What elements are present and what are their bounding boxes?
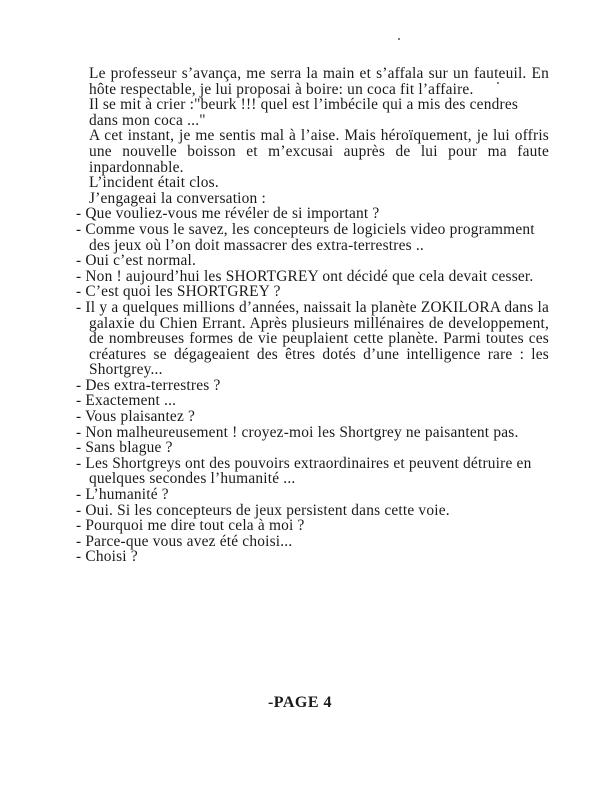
- page-number: -PAGE 4: [267, 694, 333, 711]
- dialogue-line: - Choisi ?: [76, 548, 138, 566]
- dialogue-line: - Parce-que vous avez été choisi...: [76, 532, 293, 550]
- dialogue-line: - Que vouliez-vous me révéler de si important ?: [76, 205, 380, 223]
- scan-speck: [398, 38, 400, 40]
- dialogue-line: - Oui. Si les concepteurs de jeux persistent dans cette voie.: [76, 501, 450, 519]
- dialogue-line: - Oui c’est normal.: [76, 252, 197, 270]
- dialogue-line: - Exactement ...: [76, 392, 177, 410]
- paragraph-conversation-start: J’engageai la conversation :: [89, 189, 266, 207]
- paragraph-arrival: Le professeur s’avança, me serra la main et s’affala sur un fauteuil. En hôte respectable, je lui proposai à boire: un coca fit l’affaire.: [89, 65, 549, 98]
- dialogue-line: - C’est quoi les SHORTGREY ?: [76, 283, 281, 301]
- dialogue-line: - L’humanité ?: [76, 486, 169, 504]
- dialogue-line: - Sans blague ?: [76, 439, 173, 457]
- dialogue-line: - Non malheureusement ! croyez-moi les Shortgrey ne paisantent pas.: [76, 423, 519, 441]
- dialogue-line: - Non ! aujourd’hui les SHORTGREY ont décidé que cela devait cesser.: [76, 267, 534, 285]
- body-text: [76, 65, 549, 566]
- paragraph-outburst: Il se mit à crier :"beurk !!! quel est l’imbécile qui a mis des cendres dans mon coca ...": [89, 96, 519, 129]
- dialogue-line: - Comme vous le savez, les concepteurs de logiciels video programment des jeux où l’on doit massacrer des extra-terrestres ..: [76, 220, 535, 254]
- dialogue-line: - Pourquoi me dire tout cela à moi ?: [76, 517, 305, 535]
- dialogue-line: - Des extra-terrestres ?: [76, 376, 221, 394]
- dialogue-line: - Vous plaisantez ?: [76, 408, 196, 426]
- dialogue-line: - Il y a quelques millions d’années, naissait la planète ZOKILORA dans la galaxie du Chien Errant. Après plusieurs millénaires de developpement, de nombreuses formes de vie peuplaient cette planète. Parmi toutes ces créatures se dégageaient des êtres dotés d’une intelligence rare : les Shortgrey...: [76, 298, 549, 379]
- scan-speck: [497, 82, 499, 84]
- dialogue-line: - Les Shortgreys ont des pouvoirs extraordinaires et peuvent détruire en quelques secondes l’humanité ...: [76, 454, 532, 488]
- paragraph-apology: A cet instant, je me sentis mal à l’aise. Mais héroïquement, je lui offris une nouvelle boisson et m’excusai auprès de lui pour ma faute inpardonnable.: [89, 127, 549, 176]
- paragraph-incident-closed: L’incident était clos.: [89, 174, 219, 192]
